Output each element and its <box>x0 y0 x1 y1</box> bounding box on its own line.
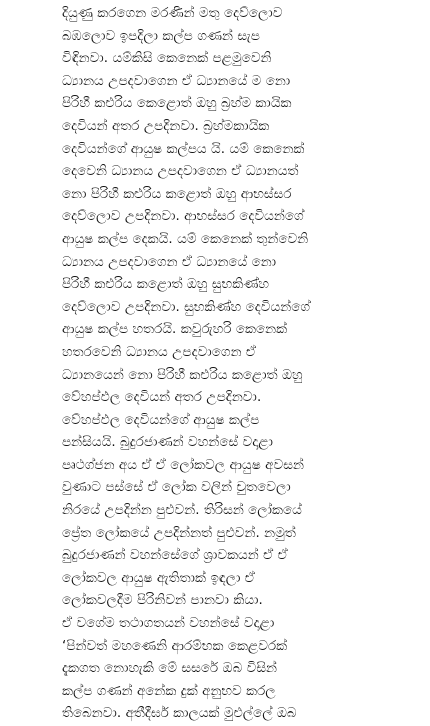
text-line: බඹලොව ඉපදිලා කල්ප ගණන් සැප <box>62 28 260 44</box>
text-line: පන්සියයි. බුදුරජාණන් වහන්සේ වදාළා <box>62 435 274 451</box>
text-line: ඒ වගේම තථාගතයන් වහන්සේ වදාළා <box>62 616 275 632</box>
text-line: දැකගත නොහැකි මේ සසරේ ඔබ විසින් <box>62 661 278 677</box>
text-line: වේහප්ඵල දෙවියන්ගේ ආයුෂ කල්ප <box>62 412 260 428</box>
text-line: දියුණු කරගෙන මරණින් මතු දෙව්ලොව <box>62 6 283 21</box>
text-line: ආයුෂ කල්ප දෙකයි. යම් කෙනෙක් තුන්වෙනි <box>62 231 309 247</box>
text-line: තිබෙනවා. අතීදීර්ඝ කාලයක් මුළුල්ලේ ඔබ <box>62 706 297 722</box>
text-line: විඳිනවා. යම්කිසි කෙනෙක් පළමුවෙනි <box>62 51 272 67</box>
text-line: ‘පින්වත් මහණෙනි ආරම්භක කෙළවරක් <box>62 638 288 654</box>
text-line: හතරවෙනි ධ්‍යානය උපදවාගෙන ඒ <box>62 344 256 360</box>
text-line: ලෝකවල ආයුෂ ඇතිතාක් ඉඳලා ඒ <box>62 570 255 586</box>
text-line: දෙවියන්ගේ ආයුෂ කල්පය යි. යම් කෙනෙක් <box>62 141 305 157</box>
text-line: ධ්‍යානයෙන් නො පිරිහී කළුරිය කළොත් ඔහු <box>62 367 303 383</box>
text-line: වේහප්ඵල දෙවියන් අතර උපදිනවා. <box>62 390 262 406</box>
text-line: දෙව්ලොව උපදිනවා. සුභකිණ්හ දෙවියන්ගේ <box>62 299 311 315</box>
text-line: ප්‍රේත ලෝකයේ උපදින්නත් පුළුවන්. නමුත් <box>62 525 296 541</box>
text-line: දෙවෙනි ධ්‍යානය උපදවාගෙන ඒ ධ්‍යානයත් <box>62 164 299 180</box>
text-line: වුණාට පස්සේ ඒ ලෝක වලින් චුතවෙලා <box>62 480 291 496</box>
text-line: ආයුෂ කල්ප හතරයි. කවුරුහරි කෙනෙක් <box>62 322 288 338</box>
text-line: පෘථග්ජන අය ඒ ඒ ලෝකවල ආයුෂ අවසන් <box>62 457 304 473</box>
text-line: දෙවියන් අතර උපදිනවා. බ්‍රහ්මකායික <box>62 118 270 134</box>
text-line: බුදුරජාණන් වහන්සේගේ ශ්‍රාවකයන් ඒ ඒ <box>62 548 288 564</box>
text-line: ධ්‍යානය උපදවාගෙන ඒ ධ්‍යානයේ ම නො <box>62 73 291 89</box>
text-line: පිරිහී කළුරිය කෙළොත් ඔහු බ්‍රහ්ම කායික <box>62 96 292 112</box>
text-line: ලෝකවලදීම පිරිනිවන් පානවා කියා. <box>62 593 263 609</box>
text-line: ධ්‍යානය උපදවාගෙන ඒ ධ්‍යානයේ නො <box>62 254 277 270</box>
text-line: දෙව්ලොව උපදිනවා. ආභස්සර දෙවියන්ගේ <box>62 209 304 225</box>
text-line: නො පිරිහී කළුරිය කළොත් ඔහු ආභස්සර <box>62 186 292 202</box>
text-line: කල්ප ගණන් අනේක දුක් අනුභව කරල <box>62 683 276 699</box>
document-text <box>62 3 392 726</box>
text-line: නිරයේ උපදින්න පුළුවන්. තිරිසන් ලෝකයේ <box>62 503 302 519</box>
text-line: පිරිහී කළුරිය කළොත් ඔහු සුභකිණ්හ <box>62 277 270 293</box>
